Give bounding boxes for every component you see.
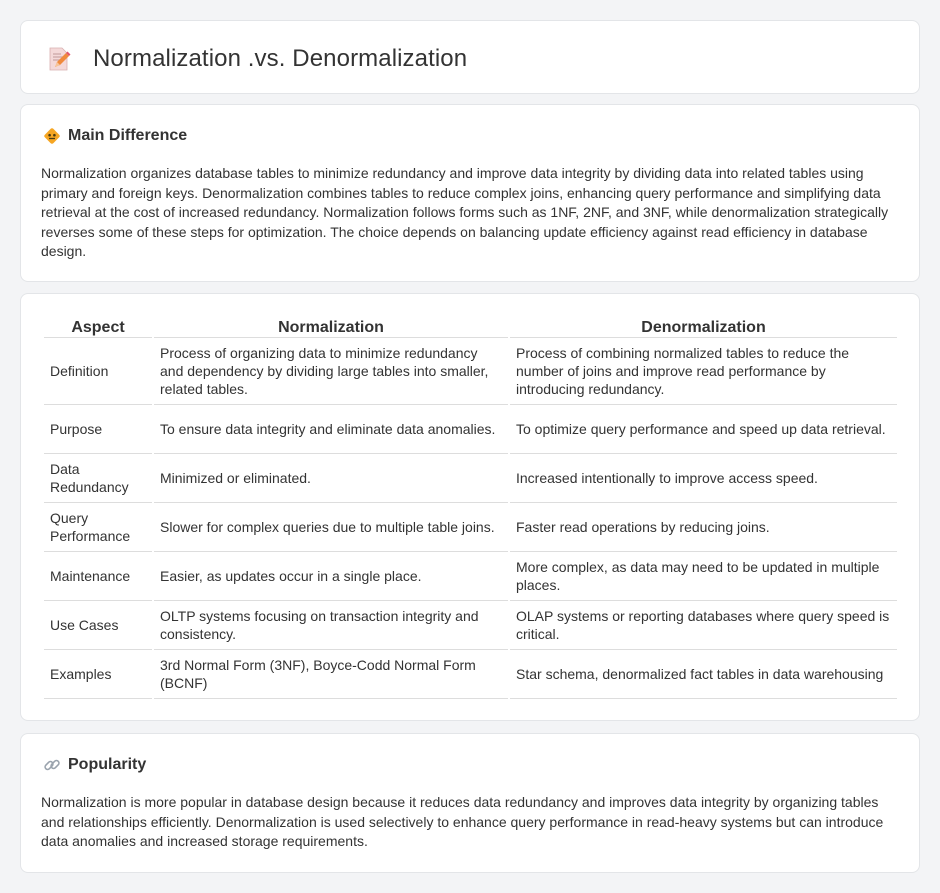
cell-denormalization: Increased intentionally to improve access speed.: [510, 454, 897, 503]
link-icon: [43, 756, 61, 774]
title-card: [20, 20, 920, 94]
cell-normalization: Slower for complex queries due to multiple table joins.: [154, 503, 508, 552]
main-difference-text: Normalization organizes database tables to minimize redundancy and improve data integrity by dividing data into related tables using primary and foreign keys. Denormalization combines tables to reduce complex joins, enhancing query performance and simplifying data retrieval at the cost of increased redundancy. Normalization follows forms such as 1NF, 2NF, and 3NF, while denormalization strategically reverses some of these steps for optimization. The choice depends on balancing update efficiency against read efficiency in database design.: [41, 165, 889, 260]
table-row: [44, 338, 897, 405]
table-row: [44, 503, 897, 552]
cell-denormalization: OLAP systems or reporting databases where query speed is critical.: [510, 601, 897, 650]
cell-aspect: Definition: [44, 338, 152, 405]
table-row: [44, 601, 897, 650]
cell-denormalization: Star schema, denormalized fact tables in data warehousing: [510, 650, 897, 699]
cell-normalization: Process of organizing data to minimize redundancy and dependency by dividing large tables into smaller, related tables.: [154, 338, 508, 405]
header-aspect: Aspect: [44, 316, 152, 338]
diamond-warning-icon: [43, 127, 61, 145]
cell-aspect: Purpose: [44, 405, 152, 454]
cell-normalization: Easier, as updates occur in a single place.: [154, 552, 508, 601]
cell-aspect: Query Performance: [44, 503, 152, 552]
table-row: [44, 454, 897, 503]
table-row: [44, 552, 897, 601]
cell-normalization: Minimized or eliminated.: [154, 454, 508, 503]
title-row: [47, 45, 467, 73]
main-difference-card: [20, 104, 920, 282]
cell-denormalization: Process of combining normalized tables to reduce the number of joins and improve read performance by introducing redundancy.: [510, 338, 897, 405]
document-pencil-icon: [47, 46, 71, 72]
cell-aspect: Use Cases: [44, 601, 152, 650]
main-difference-heading: [43, 127, 187, 145]
cell-normalization: OLTP systems focusing on transaction integrity and consistency.: [154, 601, 508, 650]
table-row: [44, 405, 897, 454]
header-denormalization: Denormalization: [510, 316, 897, 338]
popularity-card: [20, 733, 920, 873]
cell-normalization: 3rd Normal Form (3NF), Boyce-Codd Normal Form (BCNF): [154, 650, 508, 699]
page-title: Normalization .vs. Denormalization: [93, 45, 468, 72]
header-normalization: Normalization: [154, 316, 508, 338]
cell-aspect: Examples: [44, 650, 152, 699]
table-header-row: [44, 316, 897, 338]
comparison-card: [20, 293, 920, 721]
cell-denormalization: More complex, as data may need to be updated in multiple places.: [510, 552, 897, 601]
main-difference-title: Main Difference: [68, 127, 188, 144]
cell-denormalization: Faster read operations by reducing joins.: [510, 503, 897, 552]
cell-aspect: Data Redundancy: [44, 454, 152, 503]
cell-normalization: To ensure data integrity and eliminate data anomalies.: [154, 405, 508, 454]
popularity-title: Popularity: [68, 756, 147, 773]
comparison-table: [42, 316, 899, 699]
cell-aspect: Maintenance: [44, 552, 152, 601]
table-row: [44, 650, 897, 699]
cell-denormalization: To optimize query performance and speed up data retrieval.: [510, 405, 897, 454]
popularity-text: Normalization is more popular in database design because it reduces data redundancy and improves data integrity by organizing tables and relationships efficiently. Denormalization is used selectively to enhance query performance in read-heavy systems but can introduce data anomalies and increased storage requirements.: [41, 794, 884, 850]
popularity-heading: [43, 756, 146, 774]
